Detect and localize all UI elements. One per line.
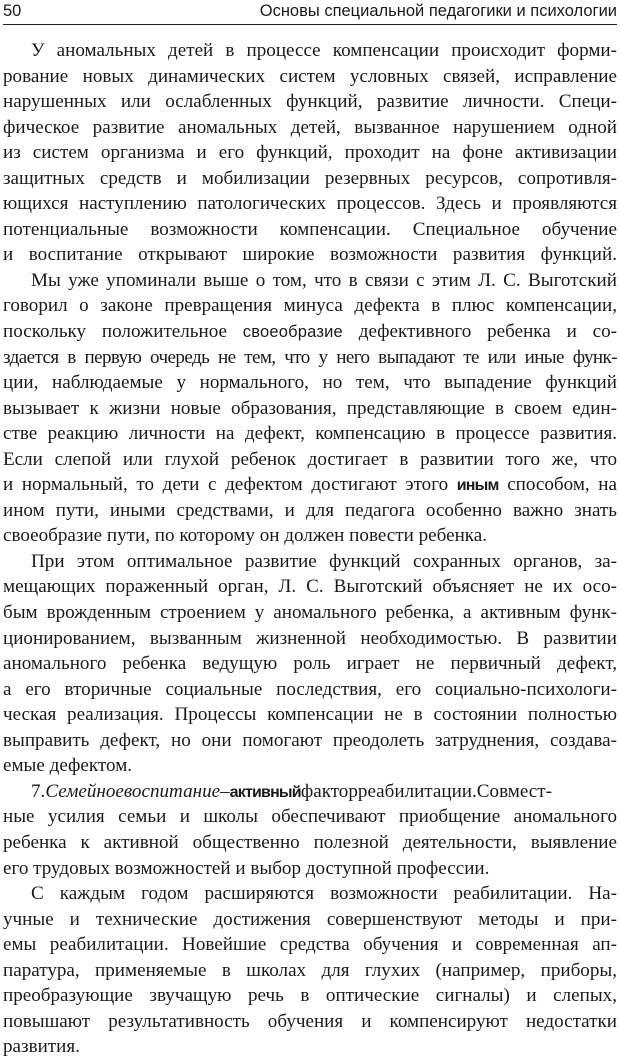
text-line: развития. — [3, 1036, 80, 1058]
text-run: факторреабилитации.Совмест- — [300, 780, 552, 802]
text-line: С каждым годом расширяются возможности реабилитации. На- — [31, 883, 617, 905]
text-line: ческая реализация. Процессы компенсации не в состоянии полностью — [3, 704, 617, 726]
body-text — [3, 38, 617, 1060]
text-line: аномального ребенка ведущую роль играет не первичный дефект, — [3, 653, 617, 675]
paragraph-family-upbringing — [3, 779, 617, 881]
paragraph-vygotsky-law — [3, 268, 617, 549]
text-line: Мы уже упоминали выше о том, что в связи с этим Л. С. Выготский — [31, 269, 617, 291]
dash: – — [220, 780, 230, 802]
text-line: учные и технические достижения совершенствуют методы и при- — [3, 908, 617, 930]
text-line: его трудовых возможностей и выбор доступной профессии. — [3, 857, 490, 879]
text-line — [3, 779, 617, 805]
text-line: ции, наблюдаемые у нормального, но тем, что выпадение функций — [3, 372, 617, 394]
page-number: 50 — [3, 2, 22, 20]
text-line: бым врожденным строением у аномального ребенка, а активным функ- — [3, 602, 617, 624]
text-line: говорил о законе превращения минуса дефекта в плюс компенсации, — [3, 295, 617, 317]
text-line: ционированием, вызванным жизненной необходимостью. В развитии — [3, 627, 617, 649]
text-line: рование новых динамических систем условных связей, исправление — [3, 65, 617, 87]
emphasized-word: иным — [456, 477, 499, 495]
text-line: У аномальных детей в процессе компенсации происходит форми- — [31, 40, 617, 61]
emphasized-word: своеобразие — [242, 323, 343, 342]
text-run: и нормальный, то дети с дефектом достигают этого — [3, 474, 457, 496]
text-line: ином пути, иными средствами, и для педагога особенно важно знать — [3, 499, 617, 521]
text-line: здается в первую очередь не тем, что у него выпадают те или иные функ- — [3, 346, 617, 368]
running-title: Основы специальной педагогики и психологии — [259, 2, 617, 20]
text-line: емые дефектом. — [3, 755, 133, 777]
list-number: 7. — [31, 780, 46, 802]
text-line: вызывает к жизни новые образования, представляющие в своем един- — [3, 397, 617, 419]
text-line: а его вторичные социальные последствия, его социально-психологи- — [3, 678, 617, 700]
paragraph-rehabilitation — [3, 881, 617, 1060]
text-line: защитных средств и мобилизации резервных ресурсов, сопротивля- — [3, 167, 617, 189]
text-line: выправить дефект, но они помогают преодолеть затруднения, создава- — [3, 729, 617, 751]
text-line: из систем организма и его функций, проходит на фоне активизации — [3, 142, 617, 164]
text-line: и воспитание открывают широкие возможности развития функций. — [3, 244, 617, 266]
text-line: При этом оптимальное развитие функций сохранных органов, за- — [31, 550, 617, 572]
text-line — [3, 319, 617, 345]
text-line: повышают результативность обучения и компенсируют недостатки — [3, 1010, 617, 1032]
text-line: преобразующие звучащую речь в оптические сигналы) и слепых, — [3, 985, 617, 1007]
text-run: дефективного ребенка и со- — [342, 321, 617, 343]
text-line: стве реакцию личности на дефект, компенсацию в процессе развития. — [3, 423, 617, 445]
text-line: ребенка к активной общественно полезной деятельности, выявление — [3, 831, 617, 853]
text-line: фическое развитие аномальных детей, вызванное нарушением одной — [3, 116, 617, 138]
text-line — [3, 472, 617, 498]
text-line: паратура, применяемые в школах для глухих (например, приборы, — [3, 959, 617, 981]
emphasized-word: активный — [229, 783, 301, 801]
text-line: емы реабилитации. Новейшие средства обучения и современная ап- — [3, 934, 617, 956]
text-run: поскольку положительное — [3, 321, 243, 343]
paragraph-optimal-development — [3, 549, 617, 779]
text-line: нарушенных или ослабленных функций, развитие личности. Специ- — [3, 91, 617, 113]
text-line: ные усилия семьи и школы обеспечивают приобщение аномального — [3, 806, 617, 828]
paragraph-compensation — [3, 38, 617, 268]
text-line: своеобразие пути, по которому он должен повести ребенка. — [3, 525, 488, 547]
text-line: мещающих пораженный орган, Л. С. Выготский объясняет не их осо- — [3, 576, 617, 598]
text-run: способом, на — [498, 474, 617, 496]
text-line: Если слепой или глухой ребенок достигает в развитии того же, что — [3, 448, 617, 470]
text-line: потенциальные возможности компенсации. Специальное обучение — [3, 218, 617, 240]
item-title: Семейноевоспитание — [45, 780, 221, 802]
running-header — [3, 0, 617, 25]
text-line: ющихся наступлению патологических процессов. Здесь и проявляются — [3, 193, 617, 215]
